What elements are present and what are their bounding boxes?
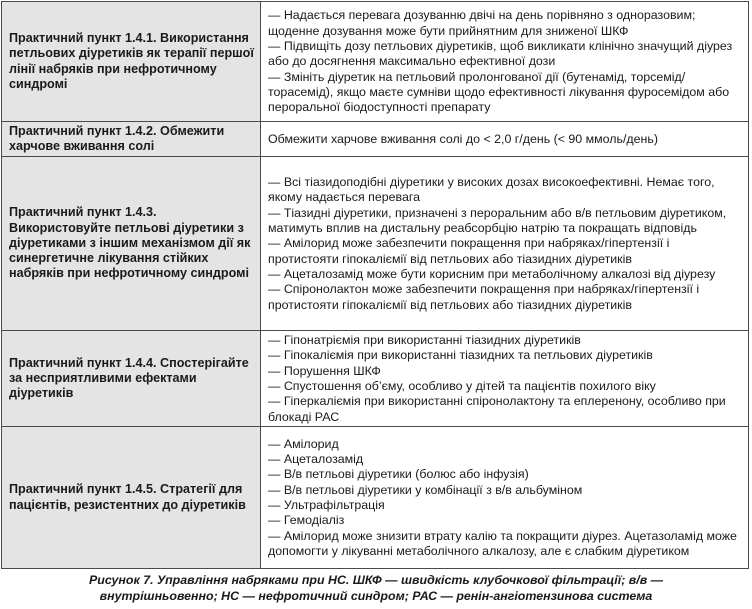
list-item: — Ультрафільтрація (268, 498, 385, 512)
list-item: — В/в петльові діуретики (болюс або інфузія) (268, 467, 529, 482)
table-row (2, 427, 749, 569)
list-item: — Амілорид може знизити втрату калію та покращити діурез. Ацетазоламід може допомогти у лікуванні метаболічного алкалозу, але є слабким діуретиком (268, 528, 737, 558)
list-item: — Гемодіаліз (268, 513, 345, 528)
practice-point-details (261, 331, 749, 427)
list-item: — Тіазидні діуретики, призначені з пероральним або в/в петльовим діуретиком, матимуть вплив на дистальну реабсорбцію натрію та покращать відповідь (268, 205, 727, 236)
list-item: — Амілорид може забезпечити покращення при набряках/гіпертензії і протистояти гіпокаліємії від петльових або тіазидних діуретиків (268, 236, 670, 266)
practice-point-details (261, 427, 749, 569)
list-item: — Змініть діуретик на петльовий пролонгованої дії (бутенамід, торсемід/торасемід), якщо маєте сумніви щодо ефективності лікування фуросемідом або пероральної біодоступності препарату (268, 69, 730, 115)
practice-point-title: Практичний пункт 1.4.4. Спостерігайте за несприятливими ефектами діуретиків (2, 331, 261, 427)
list-item: — Гіпокаліємія при використанні тіазидних та петльових діуретиків (268, 348, 653, 363)
practice-point-details (261, 157, 749, 331)
practice-point-title: Практичний пункт 1.4.5. Стратегії для пацієнтів, резистентних до діуретиків (2, 427, 261, 569)
list-item: — Надається перевага дозуванню двічі на день порівняно з одноразовим; щоденне дозування може бути прийнятним для зниженої ШКФ (268, 8, 696, 38)
practice-point-details (261, 2, 749, 122)
practice-point-title: Практичний пункт 1.4.2. Обмежити харчове вживання солі (2, 122, 261, 157)
list-item: — Порушення ШКФ (268, 363, 381, 378)
caption-line: Рисунок 7. Управління набряками при НС. ШКФ — швидкість клубочкової фільтрації; в/в — (88, 573, 664, 587)
table-row (2, 122, 749, 157)
list-item: — Всі тіазидоподібні діуретики у високих дозах високоефективні. Немає того, якому надається перевага (268, 175, 715, 205)
list-item: — Ацеталозамід може бути корисним при метаболічному алкалозі від діурезу (268, 266, 716, 281)
table-row (2, 331, 749, 427)
list-item: — Амілорид (268, 436, 339, 451)
recommendations-table (1, 1, 749, 569)
list-item: — Ацеталозамід (268, 452, 364, 467)
list-item: Обмежити харчове вживання солі до < 2,0 г/день (< 90 ммоль/день) (268, 131, 658, 146)
list-item: — Підвищіть дозу петльових діуретиків, щоб викликати клінічно значущий діурез або до досягнення максимально ефективної дози (268, 39, 733, 69)
list-item: — Гіперкаліємія при використанні спіронолактону та еплеренону, особливо при блокаді РАС (268, 394, 726, 424)
table-row (2, 157, 749, 331)
practice-point-title: Практичний пункт 1.4.3. Використовуйте петльові діуретики з діуретиками з іншим механізмом дії як синергетичне лікування стійких набряків при нефротичному синдромі (2, 157, 261, 331)
caption-line: внутрішньовенно; НС — нефротичний синдром; РАС — ренін-ангіотензинова система (99, 589, 653, 603)
list-item: — Гіпонатріємія при використанні тіазидних діуретиків (268, 333, 581, 348)
practice-point-title: Практичний пункт 1.4.1. Використання петльових діуретиків як терапії першої лінії набряків при нефротичному синдромі (2, 2, 261, 122)
list-item: — Спіронолактон може забезпечити покращення при набряках/гіпертензії і протистояти гіпокаліємії від петльових або тіазидних діуретиків (268, 282, 700, 312)
practice-point-details (261, 122, 749, 157)
figure-caption (0, 572, 752, 604)
list-item: — В/в петльові діуретики у комбінації з в/в альбуміном (268, 482, 583, 497)
list-item: — Спустошення об’єму, особливо у дітей та пацієнтів похилого віку (268, 379, 656, 393)
table-row (2, 2, 749, 122)
